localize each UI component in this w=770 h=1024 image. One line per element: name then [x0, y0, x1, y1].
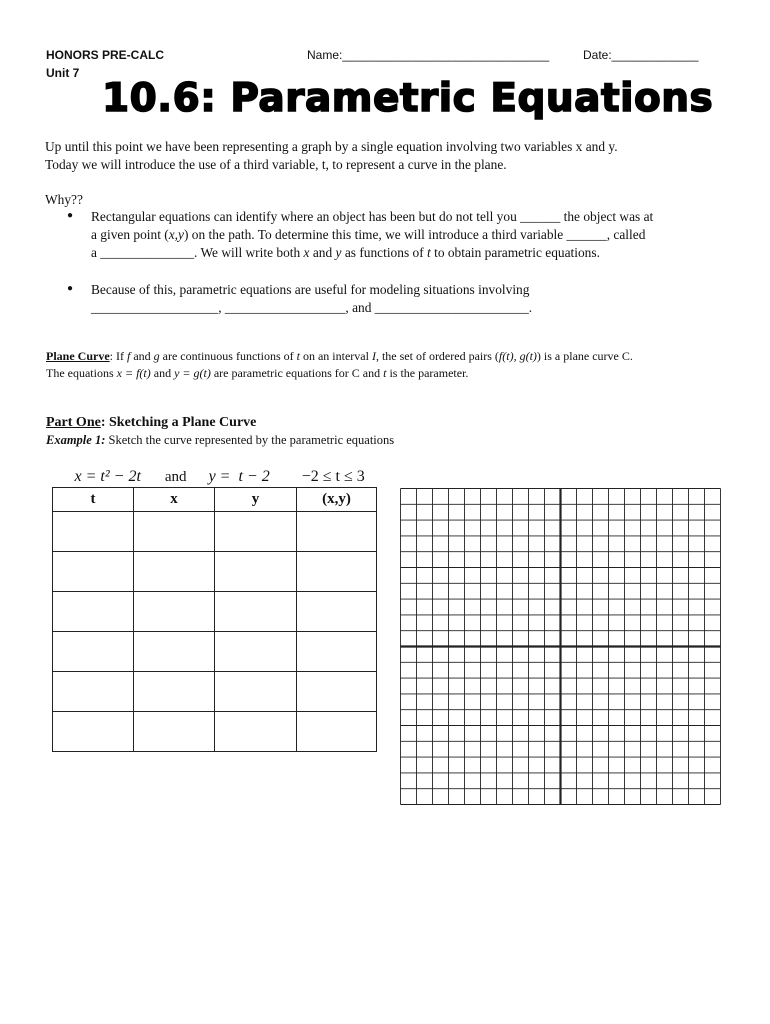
definition-term: Plane Curve: [46, 349, 110, 363]
table-body: [53, 512, 377, 752]
parametric-equations: [67, 451, 365, 486]
date-field[interactable]: Date:_____________: [583, 48, 699, 62]
and-word: and: [164, 469, 187, 485]
why-heading: Why??: [45, 192, 83, 207]
table-cell[interactable]: [297, 712, 377, 752]
table-cell[interactable]: [53, 592, 134, 632]
bullet1-line-1: Rectangular equations can identify where an object has been but do not tell you ______ the object was at: [91, 209, 654, 224]
table-cell[interactable]: [297, 632, 377, 672]
bullet2-line-2: ___________________, __________________, and _______________________.: [91, 300, 533, 315]
table-cell[interactable]: [297, 512, 377, 552]
table-cell[interactable]: [297, 672, 377, 712]
unit-label: Unit 7: [46, 66, 80, 80]
t-x-y-table: [52, 487, 377, 752]
table-cell[interactable]: [53, 712, 134, 752]
interval: −2 ≤ t ≤ 3: [301, 468, 365, 485]
course-label: HONORS PRE-CALC: [46, 48, 165, 62]
table-cell[interactable]: [215, 592, 297, 632]
table-cell[interactable]: [53, 672, 134, 712]
definition-line-2: The equations x = f(t) and y = g(t) are parametric equations for C and t is the parameter.: [46, 366, 469, 380]
bullet-icon: ●: [67, 210, 74, 221]
table-cell[interactable]: [134, 552, 215, 592]
table-row: [53, 592, 377, 632]
table-cell[interactable]: [134, 592, 215, 632]
column-header-x: x: [134, 488, 215, 512]
table-row: [53, 632, 377, 672]
table-cell[interactable]: [215, 712, 297, 752]
bullet1-line-3: a ______________. We will write both x and y as functions of t to obtain parametric equations.: [91, 245, 600, 260]
definition-line-1: Plane Curve: If f and g are continuous functions of t on an interval I, the set of ordered pairs (f(t), g(t)) is a plane curve C.: [46, 349, 633, 363]
table-cell[interactable]: [53, 552, 134, 592]
table-row: [53, 552, 377, 592]
table-cell[interactable]: [215, 552, 297, 592]
example-prompt: Example 1: Sketch the curve represented by the parametric equations: [46, 433, 395, 447]
table-row: [53, 672, 377, 712]
page-title: 10.6: Parametric Equations: [102, 76, 714, 121]
table-cell[interactable]: [215, 512, 297, 552]
table-row: [53, 712, 377, 752]
x-equation: x = t² − 2t: [74, 468, 141, 485]
table-cell[interactable]: [134, 512, 215, 552]
table-cell[interactable]: [53, 632, 134, 672]
section-heading: Part One: Sketching a Plane Curve: [46, 415, 257, 430]
column-header-y: y: [215, 488, 297, 512]
column-header-t: t: [53, 488, 134, 512]
bullet-icon: ●: [67, 283, 74, 294]
y-equation: y = t − 2: [208, 468, 270, 485]
table-cell[interactable]: [134, 712, 215, 752]
intro-line-2: Today we will introduce the use of a third variable, t, to represent a curve in the plane.: [45, 157, 507, 172]
bullet1-line-2: a given point (x,y) on the path. To determine this time, we will introduce a third variable ______, called: [91, 227, 646, 242]
table-cell[interactable]: [215, 632, 297, 672]
intro-line-1: Up until this point we have been representing a graph by a single equation involving two variables x and y.: [45, 139, 618, 154]
table-cell[interactable]: [134, 632, 215, 672]
column-header-xy: (x,y): [297, 488, 377, 512]
table-cell[interactable]: [134, 672, 215, 712]
table-cell[interactable]: [215, 672, 297, 712]
table-cell[interactable]: [297, 592, 377, 632]
table-cell[interactable]: [297, 552, 377, 592]
table-cell[interactable]: [53, 512, 134, 552]
bullet2-line-1: Because of this, parametric equations are useful for modeling situations involving: [91, 282, 530, 297]
coordinate-grid[interactable]: [400, 488, 721, 805]
table-row: [53, 512, 377, 552]
name-field[interactable]: Name:_______________________________: [307, 48, 550, 62]
